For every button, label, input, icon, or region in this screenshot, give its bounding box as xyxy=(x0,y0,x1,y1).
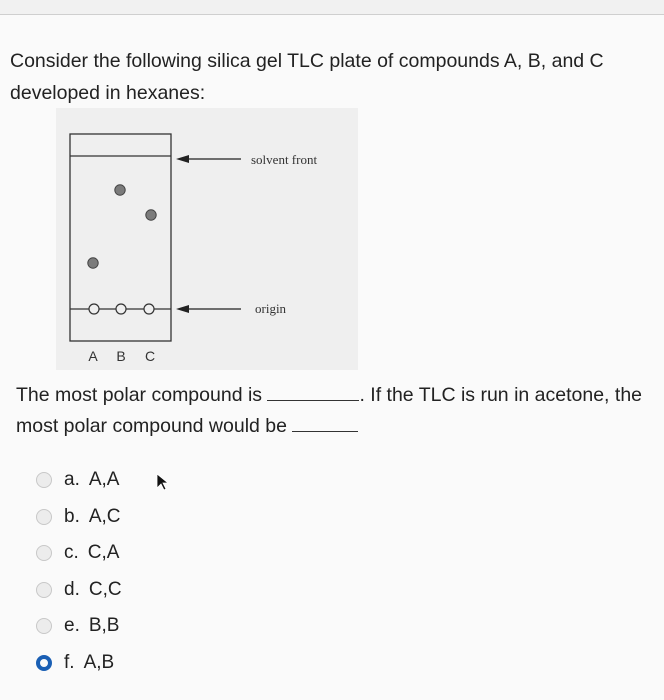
answer-blank-1 xyxy=(267,382,359,401)
option-a-text: A,A xyxy=(88,469,120,491)
origin-spot-c xyxy=(144,304,154,314)
option-e-text: B,B xyxy=(88,615,120,637)
fill-in-question xyxy=(16,380,656,442)
option-c[interactable] xyxy=(36,535,122,572)
lane-label-c: C xyxy=(144,348,156,364)
spot-b xyxy=(115,185,125,195)
answer-blank-2 xyxy=(292,413,358,432)
radio-option-f[interactable] xyxy=(36,655,52,671)
answer-options xyxy=(36,462,122,681)
option-f[interactable] xyxy=(36,645,122,682)
fill-in-text-part2: . If the TLC is run in acetone, the most polar compound would be xyxy=(16,384,643,437)
option-a[interactable] xyxy=(36,462,122,499)
origin-spot-b xyxy=(116,304,126,314)
origin-arrow-head xyxy=(176,305,189,313)
option-d[interactable] xyxy=(36,572,122,609)
solvent-front-label: solvent front xyxy=(251,152,318,167)
option-b[interactable] xyxy=(36,499,122,536)
option-a-letter: a. xyxy=(64,469,80,491)
radio-option-b[interactable] xyxy=(36,509,52,525)
radio-option-c[interactable] xyxy=(36,545,52,561)
option-e-letter: e. xyxy=(64,615,80,637)
option-f-letter: f. xyxy=(64,651,75,673)
mouse-cursor-icon xyxy=(156,473,170,491)
fill-in-text-part1: The most polar compound is xyxy=(16,384,268,406)
option-c-text: C,A xyxy=(87,542,120,564)
origin-spot-a xyxy=(89,304,99,314)
radio-option-a[interactable] xyxy=(36,472,52,488)
option-d-text: C,C xyxy=(88,578,122,600)
spot-a xyxy=(88,258,98,268)
origin-label: origin xyxy=(255,301,287,316)
option-d-letter: d. xyxy=(64,578,80,600)
solvent-front-arrow-head xyxy=(176,155,189,163)
spot-c xyxy=(146,210,156,220)
option-c-letter: c. xyxy=(64,542,79,564)
lane-label-a: A xyxy=(88,348,98,364)
tlc-plate-diagram xyxy=(56,108,358,370)
radio-option-d[interactable] xyxy=(36,582,52,598)
lane-label-b: B xyxy=(116,348,126,364)
question-card xyxy=(0,14,664,700)
option-f-text: A,B xyxy=(83,651,115,673)
tlc-figure xyxy=(56,108,358,370)
question-text: Consider the following silica gel TLC plate of compounds A, B, and C developed in hexanes: xyxy=(10,50,604,104)
option-b-text: A,C xyxy=(88,505,121,527)
radio-option-e[interactable] xyxy=(36,618,52,634)
option-b-letter: b. xyxy=(64,505,80,527)
option-e[interactable] xyxy=(36,608,122,645)
